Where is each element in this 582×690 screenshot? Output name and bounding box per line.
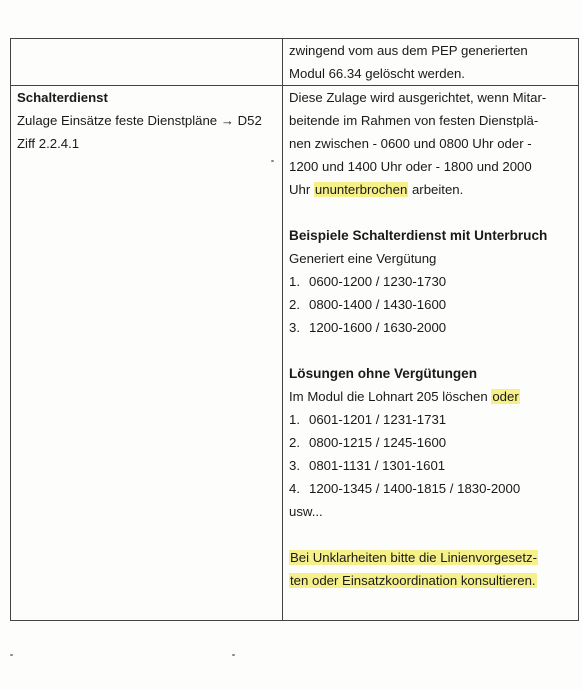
examples-subheading: Generiert eine Vergütung [289, 251, 437, 266]
table-cell-topic [11, 86, 283, 621]
intro-line-5 [289, 178, 574, 201]
table-cell-description [283, 86, 579, 621]
etc-text: usw... [289, 504, 323, 519]
closing-line-2: ten oder Einsatzkoordination konsultieren. [290, 573, 536, 588]
examples-heading: Beispiele Schalterdienst mit Unterbruch [289, 228, 548, 243]
table-cell-empty [11, 39, 283, 86]
list-item: 3. 1200-1600 / 1630-2000 [289, 320, 447, 335]
closing-line-1: Bei Unklarheiten bitte die Linienvorgesetz- [290, 550, 538, 565]
list-item: 2. 0800-1400 / 1430-1600 [289, 297, 447, 312]
rules-table [10, 38, 579, 621]
topic-title: Schalterdienst [17, 90, 108, 105]
scan-speck [232, 654, 235, 656]
highlight-ununterbrochen: ununterbrochen [314, 182, 408, 197]
list-item: 4. 1200-1345 / 1400-1815 / 1830-2000 [289, 481, 521, 496]
solutions-heading: Lösungen ohne Vergütungen [289, 366, 478, 381]
solutions-subheading: Im Modul die Lohnart 205 löschen oder [289, 389, 519, 404]
intro-last-prefix: Uhr [289, 182, 314, 197]
examples-list [289, 270, 574, 339]
intro-line-2: beitende im Rahmen von festen Dienstplä- [289, 113, 539, 128]
list-item: 3. 0801-1131 / 1301-1601 [289, 458, 446, 473]
topic-subtitle-line-2: Ziff 2.2.4.1 [17, 136, 80, 151]
list-item: 2. 0800-1215 / 1245-1600 [289, 435, 447, 450]
highlight-oder: oder [492, 389, 519, 404]
intro-last-suffix: arbeiten. [408, 182, 464, 197]
topic-subtitle-line-1: Zulage Einsätze feste Dienstpläne → D52 [17, 113, 262, 128]
intro-line-3: nen zwischen - 0600 und 0800 Uhr oder - [289, 136, 532, 151]
table-row [11, 86, 579, 621]
table-cell-continuation [283, 39, 579, 86]
intro-line-4: 1200 und 1400 Uhr oder - 1800 und 2000 [289, 159, 532, 174]
table-row [11, 39, 579, 86]
scan-speck [271, 160, 274, 162]
continuation-line-2: Modul 66.34 gelöscht werden. [289, 66, 465, 81]
solutions-list [289, 408, 574, 500]
list-item: 1. 0600-1200 / 1230-1730 [289, 274, 447, 289]
scan-speck [10, 654, 13, 656]
list-item: 1. 0601-1201 / 1231-1731 [289, 412, 447, 427]
continuation-line-1: zwingend vom aus dem PEP generierten [289, 43, 528, 58]
intro-line-1: Diese Zulage wird ausgerichtet, wenn Mitar- [289, 90, 547, 105]
